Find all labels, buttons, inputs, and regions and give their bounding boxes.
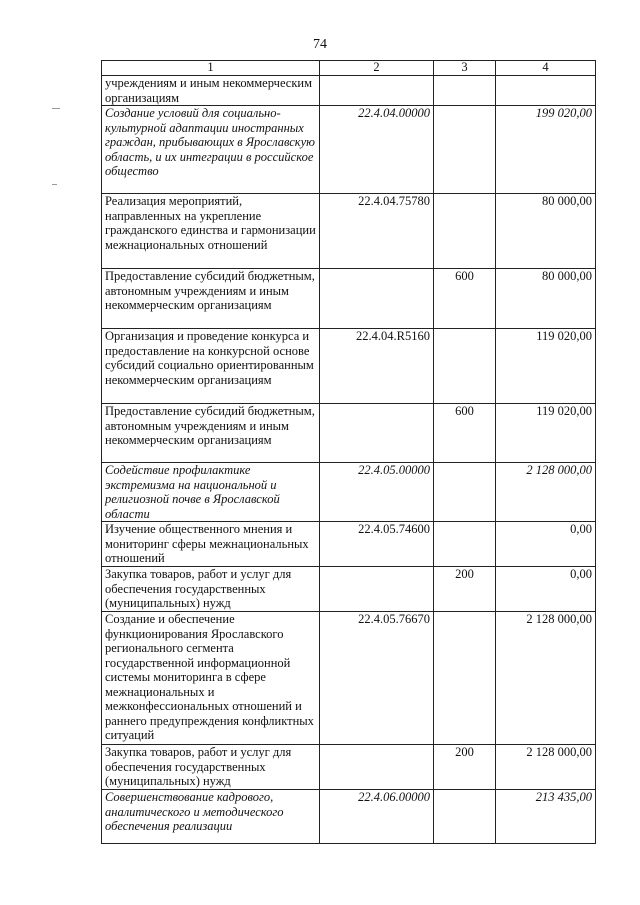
- table-row: [102, 567, 596, 612]
- item-code: [320, 404, 434, 463]
- table-row: [102, 194, 596, 269]
- item-expense-type: 200: [434, 745, 496, 790]
- item-name: Закупка товаров, работ и услуг для обеспечения государственных (муниципальных) нужд: [102, 567, 320, 612]
- item-expense-type: [434, 329, 496, 404]
- item-name: учреждениям и иным некоммерческим организациям: [102, 76, 320, 106]
- table-row: [102, 745, 596, 790]
- item-expense-type: [434, 463, 496, 522]
- budget-table: [101, 60, 596, 844]
- item-amount: 119 020,00: [496, 329, 596, 404]
- item-expense-type: 200: [434, 567, 496, 612]
- item-expense-type: [434, 194, 496, 269]
- header-row: [102, 61, 596, 76]
- item-name: Совершенствование кадрового, аналитического и методического обеспечения реализации: [102, 790, 320, 844]
- item-amount: 199 020,00: [496, 106, 596, 194]
- table-row: [102, 522, 596, 567]
- item-amount: 0,00: [496, 522, 596, 567]
- item-name: Изучение общественного мнения и мониторинг сферы межнациональных отношений: [102, 522, 320, 567]
- table-row: [102, 463, 596, 522]
- item-name: Предоставление субсидий бюджетным, автономным учреждениям и иным некоммерческим организациям: [102, 269, 320, 329]
- item-amount: 2 128 000,00: [496, 463, 596, 522]
- item-code: 22.4.04.R5160: [320, 329, 434, 404]
- item-code: 22.4.04.75780: [320, 194, 434, 269]
- item-code: [320, 269, 434, 329]
- table-row: [102, 790, 596, 844]
- table-row: [102, 106, 596, 194]
- item-code: 22.4.05.00000: [320, 463, 434, 522]
- table-row: [102, 269, 596, 329]
- item-expense-type: 600: [434, 404, 496, 463]
- header-cell: 4: [496, 61, 596, 76]
- table-row: [102, 404, 596, 463]
- item-code: [320, 76, 434, 106]
- page-number: 74: [313, 37, 327, 52]
- header-cell: 2: [320, 61, 434, 76]
- item-code: 22.4.04.00000: [320, 106, 434, 194]
- header-cell: 1: [102, 61, 320, 76]
- item-code: 22.4.06.00000: [320, 790, 434, 844]
- item-code: 22.4.05.76670: [320, 612, 434, 745]
- table-row: [102, 76, 596, 106]
- item-amount: 213 435,00: [496, 790, 596, 844]
- table-row: [102, 329, 596, 404]
- item-amount: 80 000,00: [496, 269, 596, 329]
- item-name: Предоставление субсидий бюджетным, автономным учреждениям и иным некоммерческим организациям: [102, 404, 320, 463]
- item-expense-type: [434, 612, 496, 745]
- item-name: Организация и проведение конкурса и предоставление на конкурсной основе субсидий социально ориентированным некоммерческим организациям: [102, 329, 320, 404]
- item-amount: [496, 76, 596, 106]
- item-expense-type: [434, 76, 496, 106]
- item-code: 22.4.05.74600: [320, 522, 434, 567]
- item-amount: 0,00: [496, 567, 596, 612]
- item-name: Закупка товаров, работ и услуг для обеспечения государственных (муниципальных) нужд: [102, 745, 320, 790]
- item-name: Реализация мероприятий, направленных на укрепление гражданского единства и гармонизации межнациональных отношений: [102, 194, 320, 269]
- header-cell: 3: [434, 61, 496, 76]
- item-name: Создание условий для социально-культурной адаптации иностранных граждан, прибывающих в Ярославскую область, и их интеграции в российское общество: [102, 106, 320, 194]
- item-amount: 2 128 000,00: [496, 612, 596, 745]
- item-amount: 2 128 000,00: [496, 745, 596, 790]
- item-code: [320, 745, 434, 790]
- item-code: [320, 567, 434, 612]
- item-expense-type: 600: [434, 269, 496, 329]
- item-expense-type: [434, 790, 496, 844]
- item-amount: 80 000,00: [496, 194, 596, 269]
- margin-mark: [52, 108, 60, 109]
- item-expense-type: [434, 522, 496, 567]
- margin-mark: [52, 184, 57, 185]
- item-name: Создание и обеспечение функционирования Ярославского регионального сегмента государственной информационной системы мониторинга в сфере межнациональных и межконфессиональных отношений и раннего предупреждения конфликтных ситуаций: [102, 612, 320, 745]
- item-amount: 119 020,00: [496, 404, 596, 463]
- item-name: Содействие профилактике экстремизма на национальной и религиозной почве в Ярославской области: [102, 463, 320, 522]
- item-expense-type: [434, 106, 496, 194]
- table-row: [102, 612, 596, 745]
